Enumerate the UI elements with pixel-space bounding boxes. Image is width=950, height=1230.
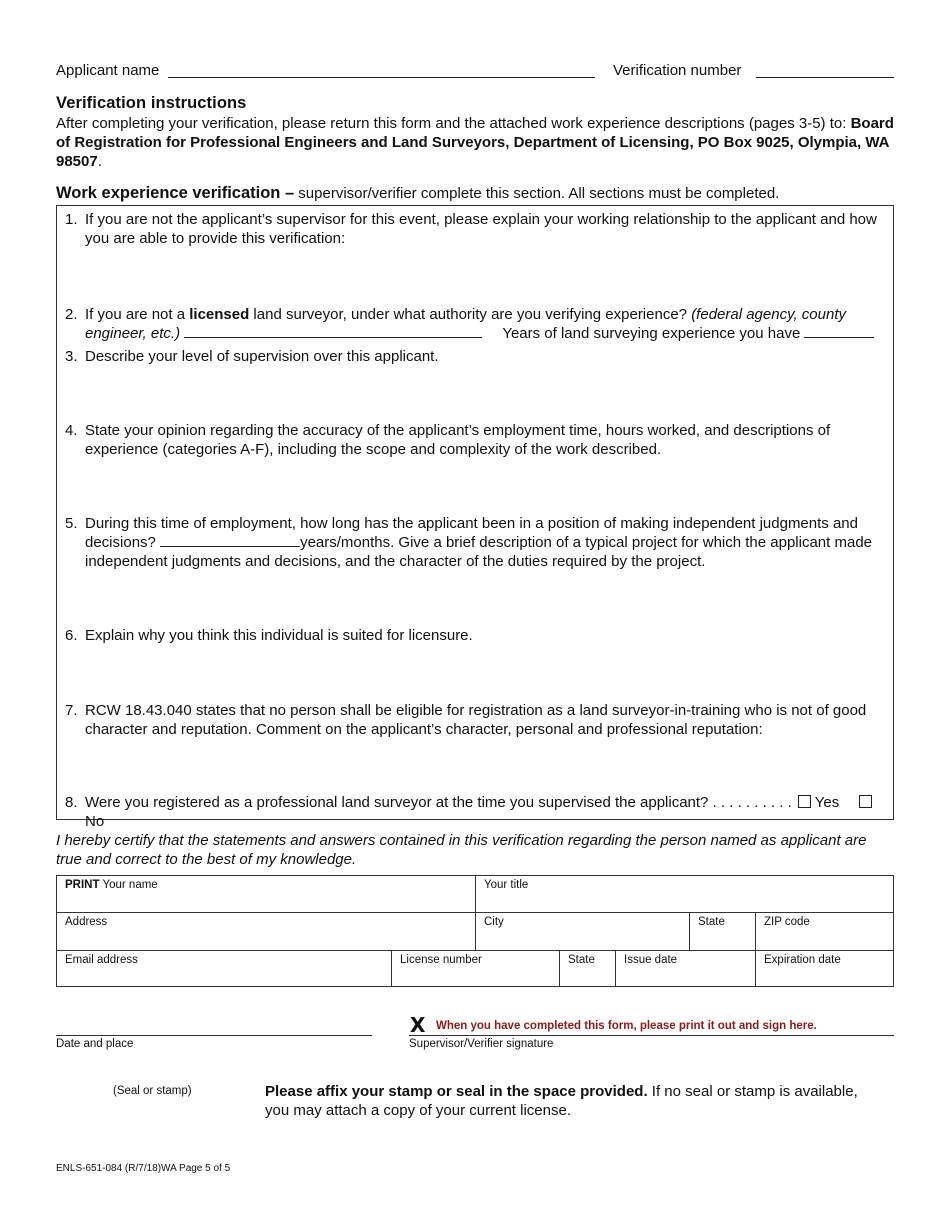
certification-statement: I hereby certify that the statements and answers contained in this verification regarding the person named as applicant are true and correct to the best of my knowledge. (56, 832, 867, 868)
date-place-line[interactable] (56, 1035, 372, 1036)
state-field[interactable]: State (690, 913, 756, 951)
form-footer: ENLS-651-084 (R/7/18)WA Page 5 of 5 (56, 1163, 231, 1174)
header-row (56, 62, 894, 82)
verification-number-field[interactable] (756, 62, 894, 78)
questions-box (56, 205, 894, 830)
years-experience-field[interactable] (804, 325, 874, 338)
affix-instructions: Please affix your stamp or seal in the space provided. If no seal or stamp is available, you may attach a copy of your current license. (265, 1083, 858, 1119)
question-1[interactable]: 1. If you are not the applicant’s supervisor for this event, please explain your working relationship to the applicant and how you are able to provide this verification: (65, 210, 887, 248)
sign-here-note: When you have completed this form, please print it out and sign here. (436, 1020, 817, 1032)
authority-field[interactable] (184, 325, 482, 338)
question-7[interactable]: 7. RCW 18.43.040 states that no person shall be eligible for registration as a land surveyor-in-training who is not of good character and reputation. Comment on the applicant’s character, personal and professional reputation: (65, 701, 887, 739)
license-state-field[interactable]: State (560, 951, 616, 987)
question-1-text: If you are not the applicant’s supervisor for this event, please explain your working relationship to the applicant and how you are able to provide this verification: (85, 211, 877, 247)
instructions-text: After completing your verification, please return this form and the attached work experience descriptions (pages 3-5) to: (56, 115, 847, 132)
question-5-text: During this time of employment, how long has the applicant been in a position of making independent judgments and decisions? years/months. Give a brief description of a typical project for which the applicant made independent judgments and decisions, and the character of the duties required by the project. (85, 515, 873, 570)
your-name-field[interactable]: PRINT Your name (57, 876, 476, 913)
question-3-text: Describe your level of supervision over this applicant. (85, 348, 439, 365)
question-8: 8. Were you registered as a professional land surveyor at the time you supervised the applicant? . . . . . . . . . . YesNo (65, 793, 887, 831)
sign-here-x-icon: X (410, 1013, 426, 1037)
verification-number-label: Verification number (613, 62, 742, 79)
question-2[interactable]: 2. If you are not a licensed land surveyor, under what authority are you verifying experience? (federal agency, county engineer, etc.) Years of land surveying experience you have (65, 305, 887, 343)
question-7-text: RCW 18.43.040 states that no person shall be eligible for registration as a land surveyor-in-training who is not of good character and reputation. Comment on the applicant’s character, personal and professional reputation: (85, 702, 867, 738)
applicant-name-label: Applicant name (56, 62, 160, 79)
verifier-info-grid (56, 875, 894, 987)
question-8-text: Were you registered as a professional land surveyor at the time you supervised the applicant? . . . . . . . . . . YesNo (85, 793, 887, 831)
signature-label: Supervisor/Verifier signature (409, 1038, 554, 1050)
city-field[interactable]: City (476, 913, 690, 951)
independent-judgment-duration-field[interactable] (160, 534, 300, 547)
question-4-text: State your opinion regarding the accuracy of the applicant’s employment time, hours worked, and descriptions of experience (categories A-F), including the scope and complexity of the work described. (85, 422, 831, 458)
years-experience-label: Years of land surveying experience you have (502, 325, 801, 342)
no-checkbox[interactable] (859, 795, 872, 808)
seal-stamp-area[interactable]: (Seal or stamp) (113, 1085, 192, 1097)
no-label: No (85, 813, 105, 830)
work-experience-subtitle: supervisor/verifier complete this section. All sections must be completed. (294, 185, 780, 202)
question-6-text: Explain why you think this individual is suited for licensure. (85, 627, 473, 644)
question-3[interactable]: 3. Describe your level of supervision over this applicant. (65, 347, 887, 366)
your-title-field[interactable]: Your title (476, 876, 894, 913)
email-field[interactable]: Email address (57, 951, 392, 987)
instructions-title: Verification instructions (56, 94, 247, 112)
signature-area (56, 1010, 894, 1060)
date-place-label: Date and place (56, 1038, 134, 1050)
zip-code-field[interactable]: ZIP code (756, 913, 894, 951)
question-5[interactable]: 5. During this time of employment, how long has the applicant been in a position of making independent judgments and decisions? years/months. Give a brief description of a typical project for which the applicant made independent judgments and decisions, and the character of the duties required by the project. (65, 514, 887, 571)
issue-date-field[interactable]: Issue date (616, 951, 756, 987)
applicant-name-field[interactable] (168, 62, 595, 78)
yes-checkbox[interactable] (798, 795, 811, 808)
signature-line[interactable] (409, 1035, 894, 1036)
work-experience-heading (56, 184, 894, 203)
license-number-field[interactable]: License number (392, 951, 560, 987)
instructions-body: After completing your verification, please return this form and the attached work experience descriptions (pages 3-5) to: Board of Registration for Professional Engineers and Land Surveyors, Department of Licensing, PO Box 9025, Olympia, WA 98507. (56, 115, 894, 170)
question-2-text: If you are not a licensed land surveyor, under what authority are you verifying experience? (federal agency, county engineer, etc.) Years of land surveying experience you have (85, 305, 887, 343)
expiration-date-field[interactable]: Expiration date (764, 954, 841, 966)
question-6[interactable]: 6. Explain why you think this individual is suited for licensure. (65, 626, 887, 645)
yes-label: Yes (814, 794, 840, 811)
address-field[interactable]: Address (57, 913, 476, 951)
return-address: Board of Registration for Professional Engineers and Land Surveyors, Department of Licensing, PO Box 9025, Olympia, WA 98507 (56, 115, 894, 170)
question-4[interactable]: 4. State your opinion regarding the accuracy of the applicant’s employment time, hours worked, and descriptions of experience (categories A-F), including the scope and complexity of the work described. (65, 421, 887, 459)
work-experience-title: Work experience verification – (56, 184, 295, 202)
